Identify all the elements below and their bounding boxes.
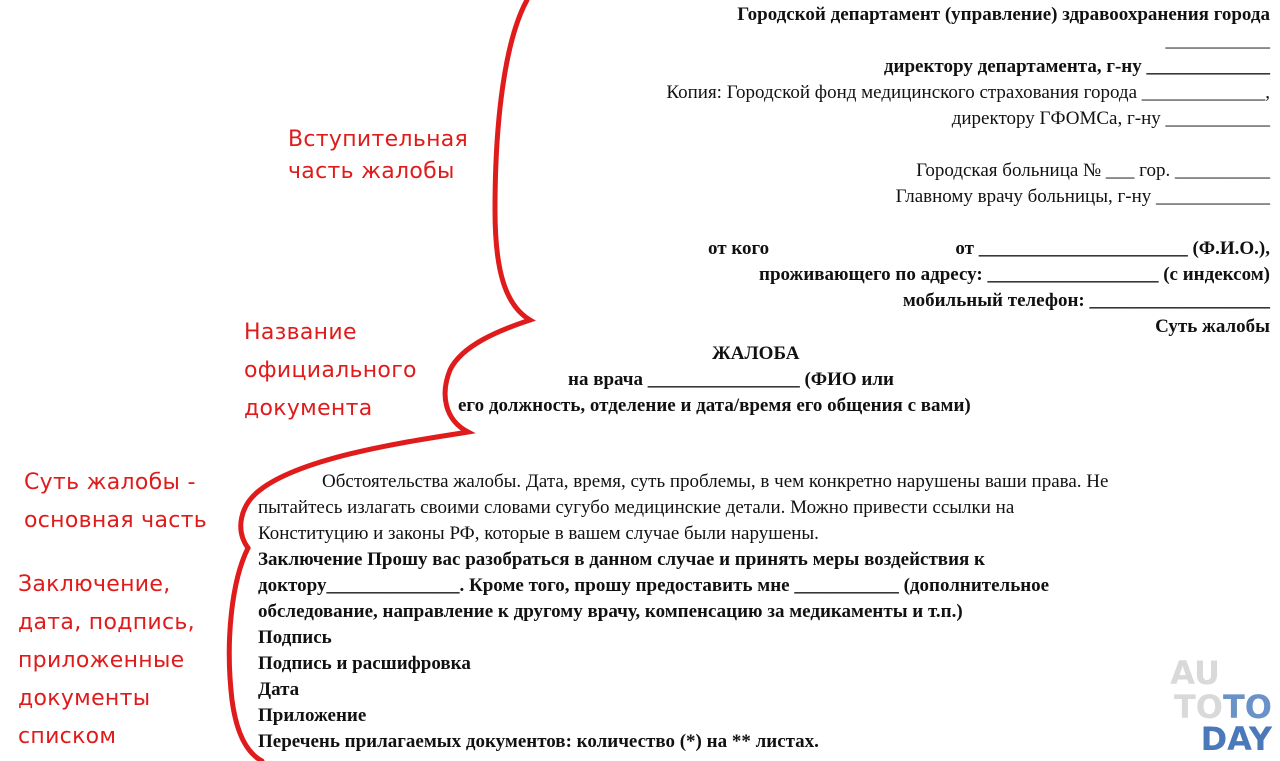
annotation-name-line-3: документа [244,396,373,421]
from-label: от кого [708,238,770,259]
annotation-end-line-1: Заключение, [18,572,171,597]
header-line-7: Главному врачу больницы, г-ну ____________ [895,186,1270,207]
body-line-1: Обстоятельства жалобы. Дата, время, суть проблемы, в чем конкретно нарушены ваши права. Не [322,471,1109,492]
conclusion-line-1: Заключение Прошу вас разобраться в данном случае и принять меры воздействия к [258,549,985,570]
essence-label: Суть жалобы [1155,316,1270,337]
logo-to-blue: TO [1222,688,1272,726]
signature-decoded-label: Подпись и расшифровка [258,653,471,674]
logo-toto [1173,688,1272,726]
annotation-end-line-3: приложенные [18,648,185,673]
autotoday-logo [1170,654,1272,758]
header-line-3: директору департамента, г-ну _____________ [883,56,1270,77]
annotation-end [18,566,195,756]
header-line-2: ___________ [1165,30,1270,51]
header-line-4: Копия: Городской фонд медицинского страхования города _____________, [666,82,1270,103]
annotation-intro-line-1: Вступительная [288,127,469,152]
phone-field: мобильный телефон: ___________________ [902,290,1270,311]
date-label: Дата [258,679,300,700]
signature-label: Подпись [258,627,332,648]
body-line-2: пытайтесь излагать своими словами сугубо медицинские детали. Можно привести ссылки на [258,497,1015,518]
doc-subtitle-2: его должность, отделение и дата/время его общения с вами) [458,395,971,416]
header-line-6: Городская больница № ___ гор. __________ [916,160,1270,181]
annotation-core-line-2: основная часть [24,508,208,533]
doc-subtitle-1: на врача ________________ (ФИО или [568,369,894,390]
conclusion-line-2: доктору______________. Кроме того, прошу предоставить мне ___________ (дополнительное [258,575,1050,596]
header-line-1: Городской департамент (управление) здравоохранения города [737,4,1270,25]
address-field: проживающего по адресу: __________________ (с индексом) [759,264,1270,285]
annotation-name-line-1: Название [244,320,357,345]
annotation-end-line-5: списком [18,724,117,749]
annotation-end-line-4: документы [18,686,151,711]
doc-title: ЖАЛОБА [712,343,800,364]
annotation-end-line-2: дата, подпись, [18,610,195,635]
annotation-core [24,464,207,540]
header-line-5: директору ГФОМСа, г-ну ___________ [951,108,1270,129]
logo-to-grey: TO [1173,688,1223,726]
from-field: от ______________________ (Ф.И.О.), [955,238,1270,259]
annotation-intro [288,124,468,188]
annotation-doc-name [244,314,417,428]
annotation-core-line-1: Суть жалобы - [24,470,196,495]
annotation-intro-line-2: часть жалобы [288,159,455,184]
logo-au: AU [1170,654,1220,692]
document-list-line: Перечень прилагаемых документов: количество (*) на ** листах. [258,731,819,752]
body-line-3: Конституцию и законы РФ, которые в вашем случае были нарушены. [258,523,819,544]
logo-day: DAY [1200,720,1272,758]
annotation-name-line-2: официального [244,358,417,383]
attachment-label: Приложение [258,705,367,726]
conclusion-line-3: обследование, направление к другому врачу, компенсацию за медикаменты и т.п.) [258,601,963,622]
